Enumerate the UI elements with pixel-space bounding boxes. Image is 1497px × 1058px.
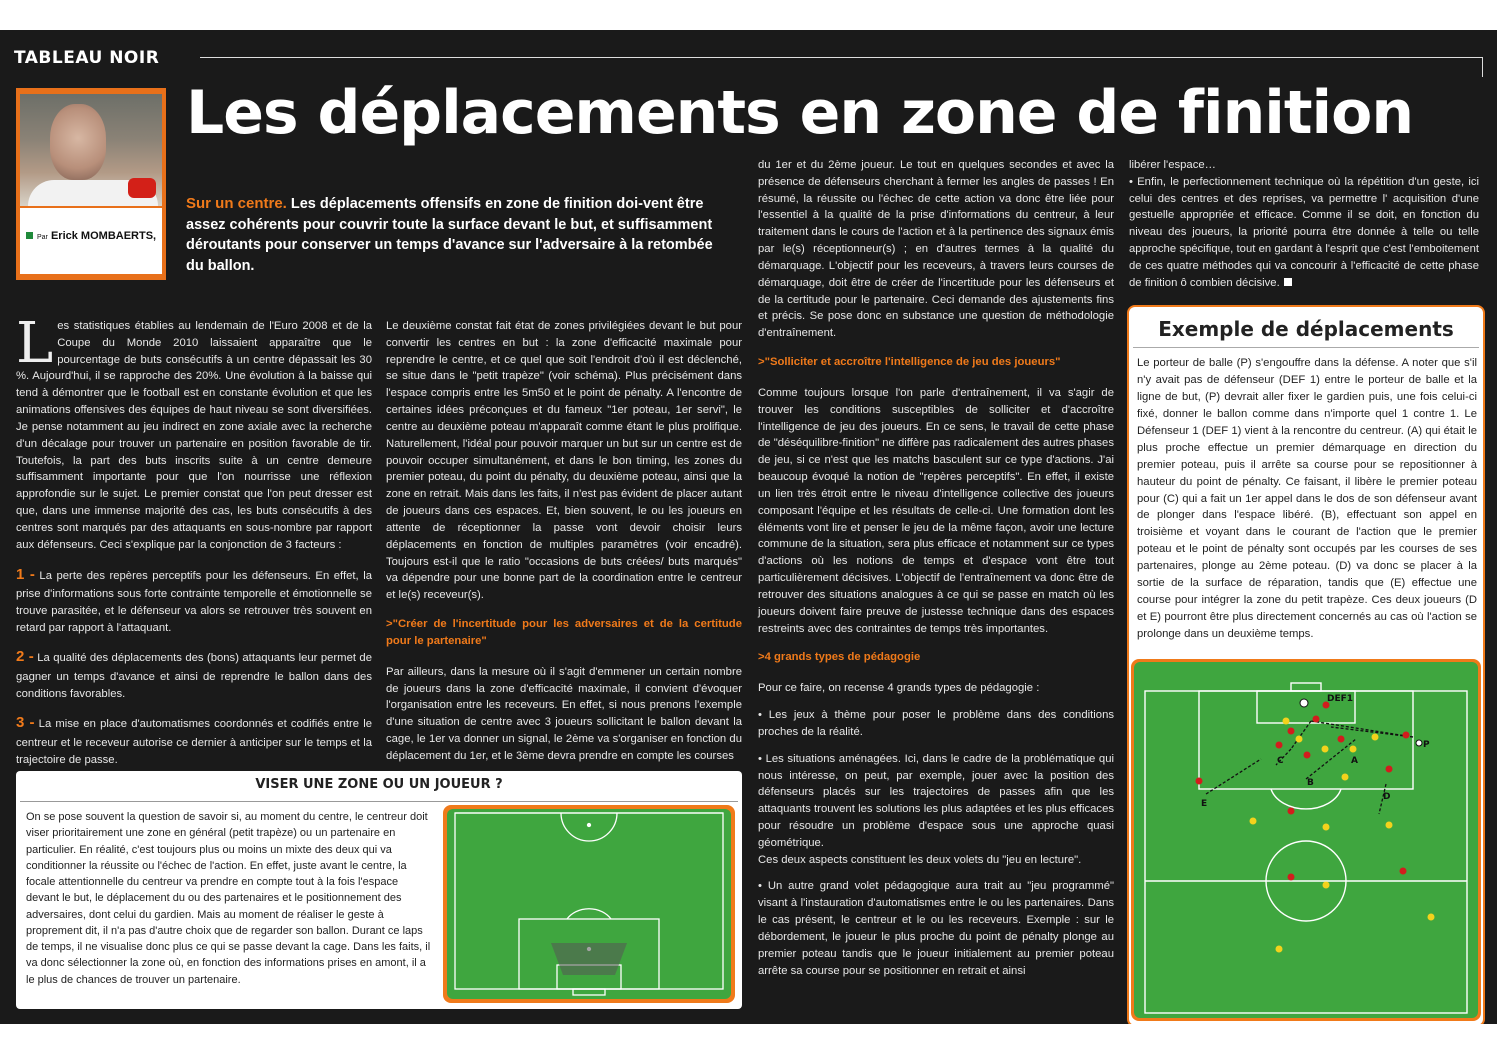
example-text: Le porteur de balle (P) s'engouffre dans la défense. A noter que s'il n'y avait pas de défenseur (DEF 1) entre le porteur de balle et la ligne de but, (P) devrait aller fixer le gardien puis, une fois celui-ci fixé, donner le ballon comme dans n'importe quel 1 contre 1. Le Défenseur 1 (DEF 1) vient à la rencontre du centreur. (A) qui était le plus proche effectue un premier démarquage en direction du premier poteau, puis il arrête sa course pour se repositionner à hauteur du point de pénalty. Ce faisant, il libère le premier poteau pour (C) qui a fait un 1er appel dans le dos de son défenseur avant de plonger dans l'espace libéré. (B), effectuant son appel en troisième et voyant dans le courant de l'action que le premier poteau et le point de pénalty sont occupés par les courses de ses partenaires, plonge au 2ème poteau. (D) va donc se placer à la sortie de la surface de réparation, tandis que (E) effectue une course pour intégrer la zone du petit trapèze. Ces deux joueurs (D et E) pourront être plus directement concernés au cas où l'action se prolonge dans un deuxième temps. (1137, 357, 1477, 640)
zone-pitch-diagram (443, 805, 735, 1003)
player-yellow (1372, 734, 1379, 741)
player-yellow (1342, 774, 1349, 781)
author-caption-box (20, 208, 162, 274)
player-yellow (1296, 736, 1303, 743)
rubric-label: TABLEAU NOIR (14, 48, 160, 68)
author-par: Par (37, 234, 48, 241)
col3-bullet-2b: Ces deux aspects constituent les deux volets du "jeu en lecture". (758, 853, 1082, 866)
player-red (1304, 752, 1311, 759)
factor-1-number: 1 - (16, 565, 35, 583)
rubric-rule (200, 57, 1483, 58)
player-yellow (1323, 824, 1330, 831)
small-trapezoid-zone (551, 943, 627, 975)
player-yellow (1350, 746, 1357, 753)
author-photo (20, 94, 162, 206)
factor-3-number: 3 - (16, 714, 35, 732)
col3-bullet-2: • Les situations aménagées. Ici, dans le cadre de la problématique qui nous intéresse, on peut, par exemple, jouer avec la position des défenseurs placés sur les trajectoires de passes afin que les attaquants trouvent les solutions les plus adaptées et les plus efficaces pour résoudre un problème d'espace sous une approche quasi géométrique. (758, 752, 1114, 849)
caption-square-icon (26, 232, 33, 239)
column-4 (1129, 157, 1479, 292)
col3-subheading-1: >"Solliciter et accroître l'intelligence de jeu des joueurs" (758, 356, 1061, 369)
inset-box (16, 771, 742, 1009)
author-face (50, 104, 106, 180)
factor-3 (16, 712, 372, 768)
end-square-icon (1284, 278, 1292, 286)
factor-2-number: 2 - (16, 648, 34, 666)
col4-bullet-4-text: • Enfin, le perfectionnement technique où la répétition d'un geste, ici celui des centres et des reprises, va permettre l' acquisition d'une gestuelle appropriée et efficace. Comme il se doit, en fonction du niveau des joueurs, la priorité pourra être donnée à telle ou telle approche spécifique, tout en gardant à l'esprit que c'est l'emboitement de ces quatre méthodes qui va concourir à l'efficacité de cette phase de finition ô combien décisive. (1129, 175, 1479, 289)
col1-p1-text: es statistiques établies au lendemain de l'Euro 2008 et de la Coupe du Monde 2010 laissaient apparaître que le pourcentage de buts consécutifs à un centre dépassait les 30 %. Aujourd'hui, il se rapproche des 20%. Une évolution à la baisse qui tend à démontrer que le football est en constante évolution et que les animations offensives des équipes de haut niveau se sont diversifiées. Je pense notamment au jeu indirect en zone axiale avec la recherche d'un décalage pour trouver un partenaire en position favorable de tir. Toutefois, la part des buts inscrits suite à un centre demeure suffisamment importante pour que l'on nourrisse une réflexion approfondie sur le sujet. Le premier constat que l'on peut dresser est que, dans une immense majorité des cas, les buts consécutifs à des centres sont marqués par des attaquants en sous-nombre par rapport aux défenseurs. Ceci s'explique par la conjonction de 3 facteurs : (16, 320, 372, 551)
pitch2-grass (1134, 662, 1478, 1018)
col3-bullet-1: • Les jeux à thème pour poser le problème dans des conditions proches de la réalité. (758, 709, 1114, 738)
player-yellow (1386, 822, 1393, 829)
player-red (1288, 728, 1295, 735)
column-3 (758, 157, 1114, 989)
label-e: E (1201, 799, 1208, 809)
col3-paragraph-1: du 1er et du 2ème joueur. Le tout en quelques secondes et avec la présence de défenseurs cherchant à fermer les angles de passes ! En résumé, la réussite ou l'échec de cette action va donc être liée pour l'essentiel à la qualité de la prise d'informations du centreur, à leur traitement dans le cours de l'action et à la pertinence des signaux émis par le(s) réceptionneur(s) ; en d'autres termes à la qualité du démarquage. L'objectif pour les receveurs, à travers leurs courses de démarquage, doit être de créer de l'incertitude pour les défenseurs et de la certitude pour le partenaire. Ceci demande des ajustements fins et précis. Se pose donc en substance une question de méthodologie d'entraînement. (758, 159, 1114, 340)
label-def1: DEF1 (1327, 694, 1354, 704)
col2-subheading: >"Créer de l'incertitude pour les adversaires et de la certitude pour le partenaire" (386, 618, 742, 647)
example-box (1127, 305, 1485, 1024)
player-red (1288, 874, 1295, 881)
article-title: Les déplacements en zone de finition (186, 78, 1414, 148)
dropcap: L (16, 311, 54, 376)
player-yellow (1250, 818, 1257, 825)
shirt-logo (128, 178, 156, 198)
player-red (1386, 766, 1393, 773)
ball (1416, 740, 1422, 746)
col4-bullet-4 (1129, 174, 1479, 292)
player-red (1276, 742, 1283, 749)
author-photo-frame (16, 88, 166, 280)
label-c: C (1277, 756, 1284, 766)
factor-1 (16, 564, 372, 637)
player-red (1338, 736, 1345, 743)
col3-paragraph-2: Comme toujours lorsque l'on parle d'entraînement, il va s'agir de trouver les conditions susceptibles de solliciter et d'accroître l'intelligence de jeu des joueurs. En ce sens, le travail de cette phase de "déséquilibre-finition" ne diffère pas radicalement des autres phases de jeu, si ce n'est que les matchs basculent sur ce type d'actions. J'ai beaucoup évoqué la notion de "repères perceptifs". En effet, il existe un lien très étroit entre le niveau d'intelligence collective des joueurs composant l'équipe et les résultats de celle-ci. Une formation dont les éléments vont lire et penser le jeu de la même façon, avoir une lecture commune de la situation, sera plus efficace et notamment sur ce types d'actions où les notions de temps et d'espace vont être tout particulièrement décisives. L'objectif de l'entraînement va donc être de retrouver des situations analogues à ce qui se passe en match où les joueurs doivent faire preuve de justesse technique dans des espaces restreints avec des contraintes de temps très importantes. (758, 386, 1114, 635)
article-lead (186, 193, 716, 276)
col3-subheading-2: >4 grands types de pédagogie (758, 651, 921, 664)
label-d: D (1383, 792, 1391, 802)
example-rule (1133, 347, 1479, 348)
inset-title: VISER UNE ZONE OU UN JOUEUR ? (255, 777, 503, 792)
label-p: P (1423, 740, 1430, 750)
player-yellow (1276, 946, 1283, 953)
col2-paragraph-2: Par ailleurs, dans la mesure où il s'agit d'emmener un certain nombre de joueurs dans la zone d'efficacité maximale, il convient d'évoquer l'organisation entre les receveurs. En effet, si nous prenons l'exemple d'une situation de centre avec 3 joueurs sollicitant le ballon devant la cage, le 1er va donner un signal, le 2ème va s'organiser en fonction du déplacement du 1er, et le 3ème devra prendre en compte les courses (386, 665, 742, 762)
player-red (1196, 778, 1203, 785)
factor-2 (16, 646, 372, 702)
magazine-spread (0, 30, 1497, 1024)
column-2 (386, 318, 742, 775)
player-red (1313, 716, 1320, 723)
label-b: B (1307, 778, 1314, 788)
player-yellow (1323, 882, 1330, 889)
movement-pitch-diagram (1131, 659, 1481, 1021)
col2-paragraph-1: Le deuxième constat fait état de zones privilégiées devant le but pour convertir les centres en but : la zone d'efficacité maximale pour reprendre le centre, et ce quel que soit l'endroit d'où il est déclenché, se situe dans le "petit trapèze" (voir schéma). Plus précisément dans l'espace compris entre les 5m50 et le point de pénalty. A l'encontre de certaines idées préconçues et du fameux "1er poteau, 1er servi", le centre au deuxième poteau m'apparaît comme étant le plus prolifique. Naturellement, l'idéal pour pouvoir marquer un but sur un centre est de pouvoir occuper simultanément, et dans le bon timing, les zones du premier poteau, du point du pénalty, du deuxième poteau, ainsi que la zone en retrait. Mais dans les faits, il n'est pas évident de placer autant de joueurs dans ces espaces. Et, bien souvent, le ou les joueurs en attente de réceptionner la passe vont devoir choisir leurs déplacements en fonction de multiples paramètres (voir encadré). Toujours est-il que le ratio "occasions de buts créées/ buts marqués" va dépendre pour une bonne part de la coordination entre le centreur et le(s) receveur(s). (386, 320, 742, 602)
rubric-corner (1482, 57, 1483, 77)
col3-paragraph-3: Pour ce faire, on recense 4 grands types de pédagogie : (758, 682, 1040, 695)
factor-3-text: La mise en place d'automatismes coordonnés et codifiés entre le centreur et le receveur autorise ce dernier à anticiper sur le temps et la trajectoire de passe. (16, 718, 372, 766)
inset-text: On se pose souvent la question de savoir si, au moment du centre, le centreur doit viser prioritairement une zone en général (petit trapèze) ou un partenaire en particulier. En réalité, c'est toujours plus ou moins un mixte des deux qui va conditionner la réussite ou l'échec de l'action. En effet, juste avant le centre, la focale attentionnelle du centreur va prendre en compte tout à la fois l'espace devant le but, le déplacement du ou des partenaires et le positionnement des adversaires, dont celui du gardien. Mais au moment de réaliser le geste à proprement dit, il n'a pas d'autre choix que de regarder son ballon. Durant ce laps de temps, il ne visualise donc plus ce qui se passe devant la cage. Dans les faits, il va donc sélectionner la zone où, en fonction des informations prises en amont, il a le plus de chances de trouver un partenaire. (26, 811, 431, 986)
player-yellow (1283, 718, 1290, 725)
author-name: Erick MOMBAERTS, (50, 230, 157, 242)
lead-highlight: Sur un centre. (186, 195, 287, 212)
player-red (1288, 808, 1295, 815)
factor-2-text: La qualité des déplacements des (bons) attaquants leur permet de gagner un temps d'avance et ainsi de reprendre le ballon dans des conditions favorables. (16, 652, 372, 700)
player-yellow (1322, 746, 1329, 753)
col4-paragraph-1: libérer l'espace… (1129, 159, 1216, 171)
example-title: Exemple de déplacements (1158, 317, 1454, 341)
label-a: A (1351, 756, 1358, 766)
inset-rule (20, 801, 738, 802)
player-yellow (1428, 914, 1435, 921)
lead-text: Les déplacements offensifs en zone de finition doi-vent être assez cohérents pour couvrir toute la surface devant le but, et suffisamment déroutants pour conserver un temps d'avance sur l'adversaire à la retombée du ballon. (186, 196, 713, 274)
author-caption (26, 230, 156, 242)
factor-1-text: La perte des repères perceptifs pour les défenseurs. En effet, la prise d'informations sous forte contrainte temporelle et émotionnelle se trouve parasitée, et le défenseur va alors se retrouver très souvent en retard par rapport à l'attaquant. (16, 569, 372, 634)
column-1 (16, 311, 372, 778)
goalkeeper (1300, 699, 1308, 707)
col3-bullet-3: • Un autre grand volet pédagogique aura trait au "jeu programmé" visant à l'instauration d'automatismes entre le ou les partenaires. Dans le cas présent, le centreur et le ou les receveurs. Exemple : sur le débordement, le joueur le plus proche du point de pénalty plonge au premier poteau tandis que le joueur initialement au premier poteau arrête sa course pour se positionner en retrait et ainsi (758, 880, 1114, 977)
player-red (1400, 868, 1407, 875)
col1-paragraph-1 (16, 311, 372, 554)
player-red (1403, 732, 1410, 739)
